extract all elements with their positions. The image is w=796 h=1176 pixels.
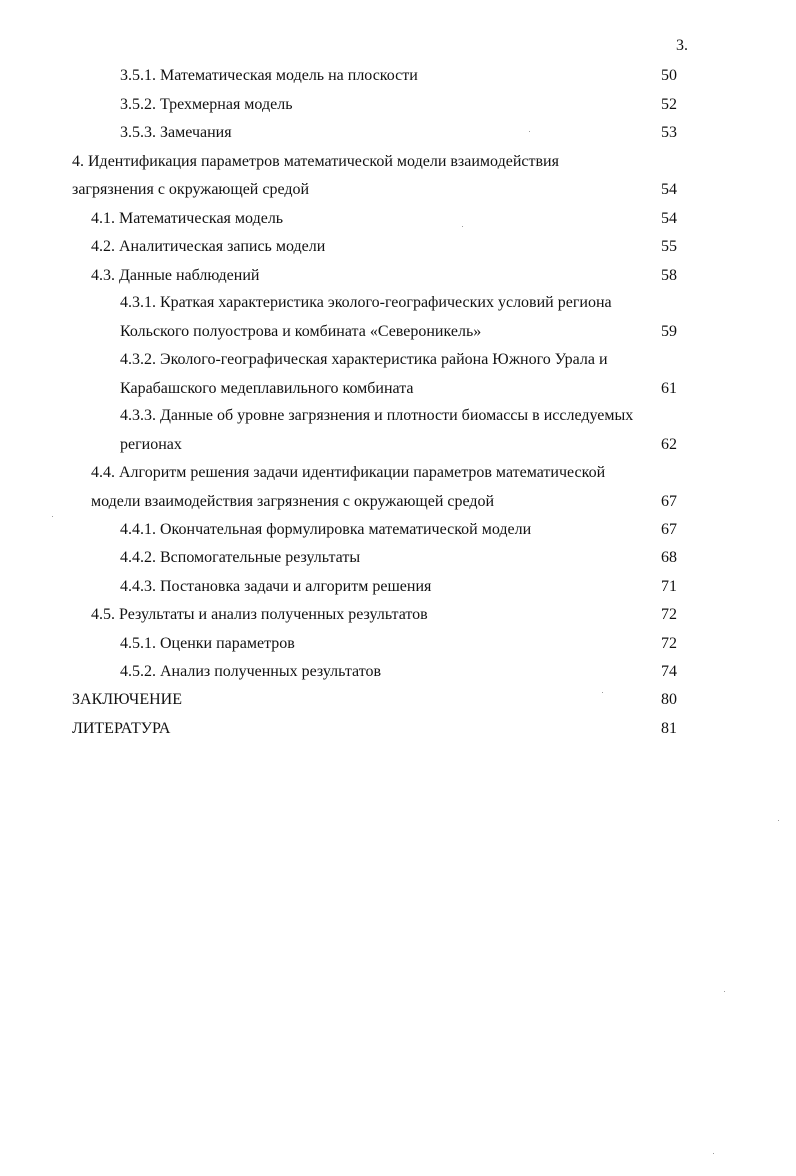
scan-speck <box>724 991 725 992</box>
toc-entry-4-2-title: 4.2. Аналитическая запись модели <box>91 238 326 255</box>
toc-entry-4-3-3-page: 62 <box>661 436 677 453</box>
toc-entry-4-5-page: 72 <box>661 606 677 623</box>
toc-entry-4-3-1-title-line1: 4.3.1. Краткая характеристика эколого-географических условий региона <box>120 294 612 311</box>
toc-entry-4-3-2-title-line2: Карабашского медеплавильного комбината <box>120 380 414 397</box>
toc-entry-literature-page: 81 <box>661 720 677 737</box>
scan-speck <box>462 226 463 227</box>
toc-entry-3-5-1-page: 50 <box>661 67 677 84</box>
toc-entry-4-3-1-page: 59 <box>661 323 677 340</box>
toc-entry-4-4-1-title: 4.4.1. Окончательная формулировка математической модели <box>120 521 532 538</box>
toc-entry-4-3-3-title-line1: 4.3.3. Данные об уровне загрязнения и плотности биомассы в исследуемых <box>120 407 634 424</box>
toc-entry-4-3-2-page: 61 <box>661 380 677 397</box>
toc-entry-4-4-3-page: 71 <box>661 578 677 595</box>
toc-entry-4-5-1-page: 72 <box>661 635 677 652</box>
toc-entry-4-4-2-title: 4.4.2. Вспомогательные результаты <box>120 549 361 566</box>
toc-entry-4-1-page: 54 <box>661 210 677 227</box>
toc-entry-4-3-page: 58 <box>661 267 677 284</box>
scan-speck <box>52 516 53 517</box>
toc-entry-4-4-page: 67 <box>661 493 677 510</box>
toc-entry-4-4-title-line1: 4.4. Алгоритм решения задачи идентификации параметров математической <box>91 464 606 481</box>
scan-speck <box>713 1153 714 1154</box>
toc-entry-3-5-3-title: 3.5.3. Замечания <box>120 124 232 141</box>
toc-entry-4-3-2-title-line1: 4.3.2. Эколого-географическая характеристика района Южного Урала и <box>120 351 608 368</box>
toc-entry-4-title-line2: загрязнения с окружающей средой <box>72 181 310 198</box>
scan-speck <box>778 820 779 821</box>
toc-entry-4-4-1-page: 67 <box>661 521 677 538</box>
toc-entry-4-3-1-title-line2: Кольского полуострова и комбината «Североникель» <box>120 323 482 340</box>
toc-entry-4-page: 54 <box>661 181 677 198</box>
toc-entry-3-5-2-title: 3.5.2. Трехмерная модель <box>120 96 293 113</box>
toc-entry-4-5-2-title: 4.5.2. Анализ полученных результатов <box>120 663 382 680</box>
toc-entry-4-2-page: 55 <box>661 238 677 255</box>
toc-entry-4-5-title: 4.5. Результаты и анализ полученных результатов <box>91 606 428 623</box>
scan-speck <box>529 131 530 132</box>
toc-entry-4-4-title-line2: модели взаимодействия загрязнения с окружающей средой <box>91 493 495 510</box>
toc-entry-4-5-1-title: 4.5.1. Оценки параметров <box>120 635 295 652</box>
toc-entry-4-5-2-page: 74 <box>661 663 677 680</box>
toc-entry-4-4-3-title: 4.4.3. Постановка задачи и алгоритм решения <box>120 578 432 595</box>
toc-entry-4-3-title: 4.3. Данные наблюдений <box>91 267 260 284</box>
toc-entry-4-3-3-title-line2: регионах <box>120 436 182 453</box>
toc-entry-conclusion-title: ЗАКЛЮЧЕНИЕ <box>72 691 182 708</box>
toc-entry-conclusion-page: 80 <box>661 691 677 708</box>
page-number: 3. <box>676 37 688 54</box>
toc-entry-3-5-2-page: 52 <box>661 96 677 113</box>
toc-entry-4-title-line1: 4. Идентификация параметров математической модели взаимодействия <box>72 153 559 170</box>
toc-entry-literature-title: ЛИТЕРАТУРА <box>72 720 171 737</box>
toc-entry-4-4-2-page: 68 <box>661 549 677 566</box>
scan-speck <box>602 692 603 693</box>
toc-entry-4-1-title: 4.1. Математическая модель <box>91 210 284 227</box>
toc-entry-3-5-3-page: 53 <box>661 124 677 141</box>
toc-entry-3-5-1-title: 3.5.1. Математическая модель на плоскости <box>120 67 418 84</box>
